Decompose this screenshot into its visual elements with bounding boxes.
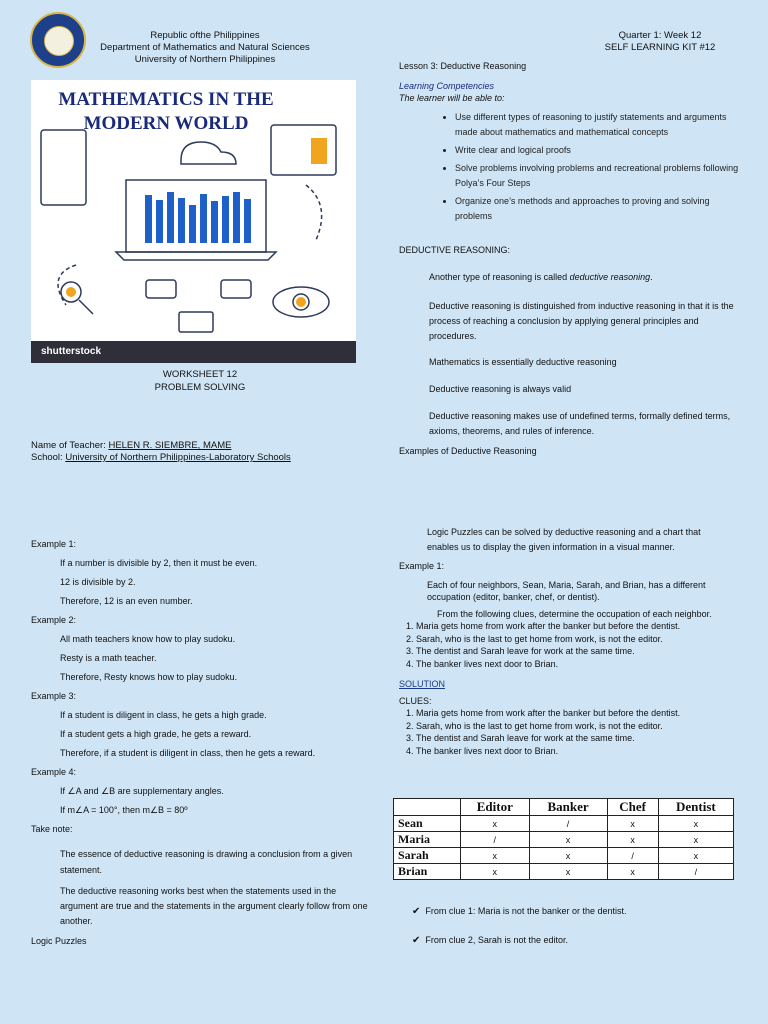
column-header: Chef	[607, 799, 658, 816]
lesson-title: Lesson 3: Deductive Reasoning	[399, 61, 527, 71]
competencies-title: Learning Competencies	[399, 81, 495, 91]
table-row: Maria / x x x	[394, 832, 734, 848]
list-item: 2. Sarah, who is the last to get home from work, is not the editor.	[416, 633, 739, 646]
table-header-row	[394, 799, 734, 816]
examples-heading: Examples of Deductive Reasoning	[399, 446, 537, 456]
brand-logo: shutterstock	[41, 346, 102, 357]
check-icon: ✔	[412, 906, 421, 917]
list-item: 3. The dentist and Sarah leave for work at the same time.	[416, 732, 739, 745]
list-item: • Use different types of reasoning to justify statements and arguments made about mathematics and mathematical concepts	[455, 110, 739, 140]
header-right: Quarter 1: Week 12 SELF LEARNING KIT #12	[604, 30, 716, 53]
cover-title: MATHEMATICS IN THE MODERN WORLD	[58, 89, 274, 134]
clues-list	[399, 620, 739, 670]
list-item: • Solve problems involving problems and recreational problems following Polya’s Four Steps	[455, 161, 739, 191]
check-item: ✔ From clue 2, Sarah is not the editor.	[412, 935, 568, 946]
check-item: ✔ From clue 1: Maria is not the banker or the dentist.	[412, 906, 627, 917]
deductive-points: Another type of reasoning is called deductive reasoning. Deductive reasoning is distinguished from inductive reasoning in that it is the process of reaching a conclusion by applying general principles and procedures. Mathematics is essentially deductive reasoning Deductive reasoning is always valid Deductive reasoning makes use of undefined terms, formally defined terms, axioms, theorems, and rules of inference.	[429, 272, 734, 436]
list-item: • Write clear and logical proofs	[455, 143, 739, 158]
check-icon: ✔	[412, 935, 421, 946]
list-item: 1. Maria gets home from work after the banker but before the dentist.	[416, 620, 739, 633]
deductive-heading: DEDUCTIVE REASONING:	[399, 245, 511, 255]
column-header: Editor	[461, 799, 530, 816]
university-seal	[30, 12, 86, 68]
problem-statement: Each of four neighbors, Sean, Maria, Sarah, and Brian, has a different occupation (editor, banker, chef, or dentist).	[427, 580, 706, 602]
right-column: Lesson 3: Deductive Reasoning Learning Competencies The learner will be able to: • Use different types of reasoning to justify statements and arguments made about mathematics and mathematical concepts • Write clear and logical proofs • Solve problems involving problems and recreational problems following Polya’s Four Steps • Organize one’s methods and approaches to proving and solving problems DEDUCTIVE REASONING: Another type of reasoning is called deductive reasoning. Deductive reasoning is distinguished from inductive reasoning in that it is the process of reaching a conclusion by applying general principles and procedures. Mathematics is essentially deductive reasoning Deductive reasoning is always valid Deductive reasoning makes use of undefined terms, formally defined terms, axioms, theorems, and rules of inference. Examples of Deductive Reasoning Logic Puzzles can be solved by deductive reasoning and a chart that enables us to display the given information in a visual manner. Example 1: Each of four neighbors, Sean, Maria, Sarah, and Brian, has a different occupation (editor, banker, chef, or dentist). From the following clues, determine the occupation of each neighbor. 1. Maria gets home from work after the banker but before the dentist. 2. Sarah, who is the last to get home from work, is not the editor. 3. The dentist and Sarah leave for work at the same time. 4. The banker lives next door to Brian. SOLUTION CLUES: 1. Maria gets home from work after the banker but before the dentist. 2. Sarah, who is the last to get home from work, is not the editor. 3. The dentist and Sarah leave for work at the same time. 4. The banker lives next door to Brian.	[399, 60, 739, 757]
laptop-bar-chart-illustration	[31, 80, 356, 363]
competencies-list	[399, 110, 739, 224]
left-examples: Example 1: If a number is divisible by 2, then it must be even. 12 is divisible by 2. Therefore, 12 is an even number. Example 2: All math teachers know how to play sudoku. Resty is a math teacher. Therefore, Resty knows how to play sudoku. Example 3: If a student is diligent in class, he gets a high grade. If a student gets a high grade, he gets a reward. Therefore, if a student is diligent in class, then he gets a reward. Example 4: If ∠A and ∠B are supplementary angles. If m∠A = 100°, then m∠B = 80º Take note: The essence of deductive reasoning is drawing a conclusion from a given statement. The deductive reasoning works best when the statements used in the argument are true and the statements in the argument clearly follow from one another. Logic Puzzles	[31, 539, 368, 946]
solution-clues-list	[399, 707, 739, 757]
list-item: 4. The banker lives next door to Brian.	[416, 745, 739, 758]
list-item: 4. The banker lives next door to Brian.	[416, 658, 739, 671]
solution-heading: SOLUTION	[399, 679, 446, 689]
header-left: Republic ofthe Philippines Department of Mathematics and Natural Sciences University of Northern Philippines	[100, 30, 310, 65]
list-item: 1. Maria gets home from work after the banker but before the dentist.	[416, 707, 739, 720]
cover-illustration	[31, 80, 356, 363]
teacher-name: HELEN R. SIEMBRE, MAME	[108, 440, 232, 451]
logic-grid-table	[393, 798, 734, 880]
column-header: Banker	[529, 799, 607, 816]
worksheet-title: WORKSHEET 12 PROBLEM SOLVING	[154, 369, 246, 393]
teacher-info: Name of Teacher: HELEN R. SIEMBRE, MAME School: University of Northern Philippines-Laboratory Schools	[31, 440, 291, 463]
table-row: Sarah x x / x	[394, 848, 734, 864]
list-item: • Organize one’s methods and approaches to proving and solving problems	[455, 194, 739, 224]
school-name: University of Northern Philippines-Laboratory Schools	[65, 452, 291, 463]
list-item: 2. Sarah, who is the last to get home from work, is not the editor.	[416, 720, 739, 733]
logic-intro: Logic Puzzles can be solved by deductive reasoning and a chart that enables us to display the given information in a visual manner.	[427, 527, 701, 552]
column-header: Dentist	[658, 799, 733, 816]
table-row: Brian x x x /	[394, 864, 734, 880]
table-row: Sean x / x x	[394, 816, 734, 832]
list-item: 3. The dentist and Sarah leave for work at the same time.	[416, 645, 739, 658]
